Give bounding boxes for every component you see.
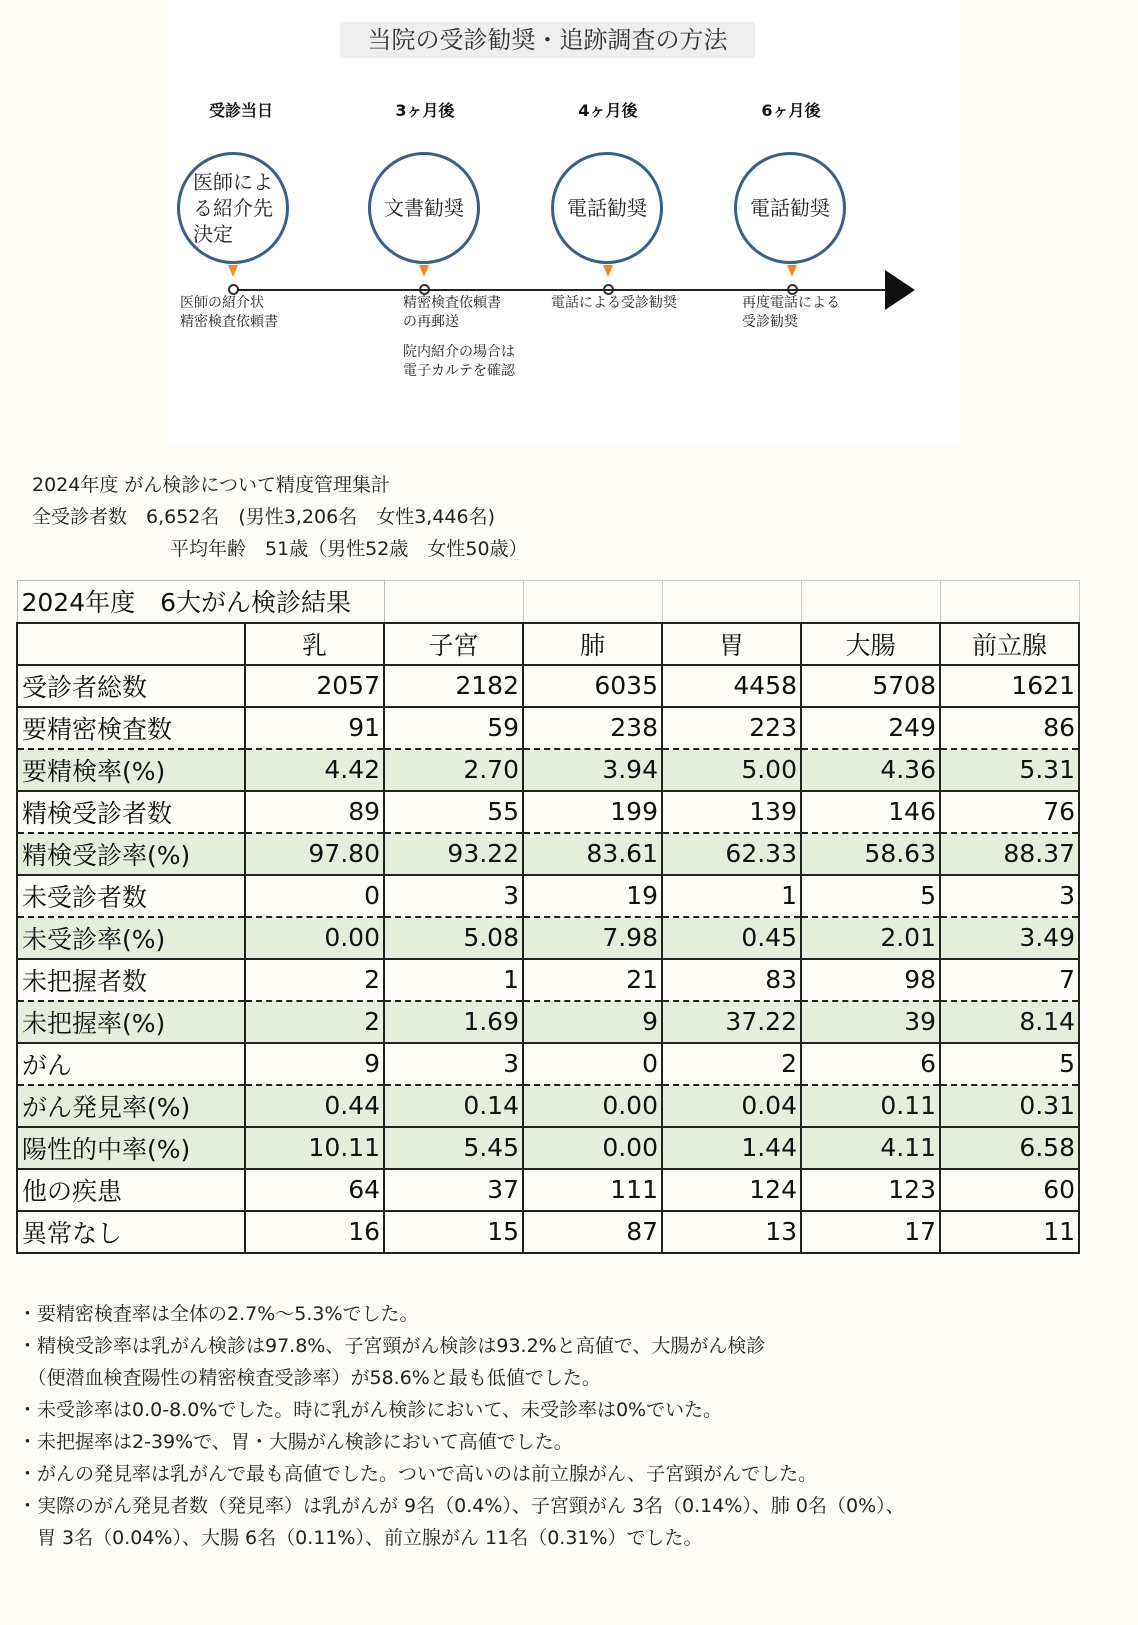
table-cell: 5.31 [940,749,1079,791]
table-cell: 2182 [384,665,523,707]
table-cell: 5 [801,875,940,917]
table-cell: 93.22 [384,833,523,875]
row-label: 陽性的中率(%) [17,1127,245,1169]
table-cell: 7.98 [523,917,662,959]
table-cell: 37 [384,1169,523,1211]
table-cell: 3 [940,875,1079,917]
table-cell: 0.00 [245,917,384,959]
table-cell: 3.94 [523,749,662,791]
note-line: ・がんの発見率は乳がんで最も高値でした。ついで高いのは前立腺がん、子宮頸がんでした。 [18,1463,818,1485]
note-line: ・未把握率は2-39%で、胃・大腸がん検診において高値でした。 [18,1431,573,1453]
table-cell: 39 [801,1001,940,1043]
table-cell: 15 [384,1211,523,1253]
row-label: 未受診者数 [17,875,245,917]
table-row [17,665,1079,707]
table-cell: 0.04 [662,1085,801,1127]
table-cell: 111 [523,1169,662,1211]
stage-label-day0: 受診当日 [208,101,273,120]
stage-circle-day0: 医師によ る紹介先 決定 [177,152,289,264]
stage-note-6m: 再度電話による 受診勧奨 [742,295,840,330]
stage-note-day0: 医師の紹介状 精密検査依頼書 [180,295,278,330]
table-row [17,1043,1079,1085]
row-label: 要精検率(%) [17,749,245,791]
table-cell: 3.49 [940,917,1079,959]
row-label: 精検受診率(%) [17,833,245,875]
table-cell: 2 [662,1043,801,1085]
table-row [17,1211,1079,1253]
column-header: 肺 [523,623,662,665]
stage-label-6m: 6ヶ月後 [761,101,821,120]
table-cell: 6 [801,1043,940,1085]
diagram-title: 当院の受診勧奨・追跡調査の方法 [340,22,755,58]
table-row [17,1085,1079,1127]
table-row [17,1001,1079,1043]
table-cell: 83 [662,959,801,1001]
table-cell: 4.11 [801,1127,940,1169]
table-cell: 7 [940,959,1079,1001]
stage-label-4m: 4ヶ月後 [578,101,638,120]
note-line: ・実際のがん発見者数（発見率）は乳がんが 9名（0.4%）、子宮頸がん 3名（0.14%）、肺 0名（0%）、 [18,1495,905,1517]
table-cell: 0 [245,875,384,917]
table-cell: 4458 [662,665,801,707]
table-cell: 59 [384,707,523,749]
table-cell: 58.63 [801,833,940,875]
arrow-right-icon [885,270,915,310]
table-cell: 0.14 [384,1085,523,1127]
table-cell: 9 [523,1001,662,1043]
table-cell: 1621 [940,665,1079,707]
table-row [17,875,1079,917]
results-table [16,580,1080,1254]
table-cell: 223 [662,707,801,749]
row-label: 精検受診者数 [17,791,245,833]
table-cell: 11 [940,1211,1079,1253]
table-cell: 1.69 [384,1001,523,1043]
row-label: 異常なし [17,1211,245,1253]
table-cell: 3 [384,1043,523,1085]
table-row [17,749,1079,791]
timeline-line [237,289,887,291]
row-label: 要精密検査数 [17,707,245,749]
pointer-icon [228,265,238,277]
follow-up-diagram [165,0,960,445]
stage-circle-6m: 電話勧奨 [734,152,846,264]
table-cell: 6.58 [940,1127,1079,1169]
table-cell: 16 [245,1211,384,1253]
stage-circle-4m: 電話勧奨 [551,152,663,264]
table-title: 2024年度 6大がん検診結果 [17,581,384,623]
table-cell: 1.44 [662,1127,801,1169]
findings-notes [18,1298,1128,1554]
table-cell: 10.11 [245,1127,384,1169]
table-cell: 37.22 [662,1001,801,1043]
table-cell: 13 [662,1211,801,1253]
stage-circle-3m: 文書勧奨 [368,152,480,264]
table-cell: 3 [384,875,523,917]
table-cell: 0.00 [523,1085,662,1127]
table-cell: 98 [801,959,940,1001]
table-cell: 5708 [801,665,940,707]
table-cell: 19 [523,875,662,917]
table-cell: 83.61 [523,833,662,875]
table-cell: 4.36 [801,749,940,791]
table-cell: 91 [245,707,384,749]
table-cell: 86 [940,707,1079,749]
table-cell: 0 [523,1043,662,1085]
summary-average-age: 平均年齢 51歳（男性52歳 女性50歳） [170,538,528,560]
table-cell: 60 [940,1169,1079,1211]
pointer-icon [419,265,429,277]
table-row [17,917,1079,959]
table-cell: 0.11 [801,1085,940,1127]
stage-label-3m: 3ヶ月後 [395,101,455,120]
table-cell: 249 [801,707,940,749]
table-cell: 4.42 [245,749,384,791]
table-cell: 2 [245,1001,384,1043]
table-cell: 2057 [245,665,384,707]
stage-note-3m-internal: 院内紹介の場合は 電子カルテを確認 [403,344,515,379]
table-cell: 88.37 [940,833,1079,875]
summary-total-examinees: 全受診者数 6,652名 (男性3,206名 女性3,446名) [32,506,496,528]
row-label: 未受診率(%) [17,917,245,959]
table-cell: 123 [801,1169,940,1211]
table-cell: 6035 [523,665,662,707]
table-cell: 146 [801,791,940,833]
row-label: がん [17,1043,245,1085]
table-cell: 0.44 [245,1085,384,1127]
stage-note-4m: 電話による受診勧奨 [551,295,677,311]
column-header: 子宮 [384,623,523,665]
table-cell: 139 [662,791,801,833]
table-cell: 76 [940,791,1079,833]
column-header: 胃 [662,623,801,665]
table-cell: 0.45 [662,917,801,959]
table-cell: 5.08 [384,917,523,959]
table-cell: 2 [245,959,384,1001]
table-row [17,707,1079,749]
table-cell: 0.31 [940,1085,1079,1127]
note-line: 胃 3名（0.04%）、大腸 6名（0.11%）、前立腺がん 11名（0.31%）でした。 [18,1527,703,1549]
table-cell: 62.33 [662,833,801,875]
column-header: 前立腺 [940,623,1079,665]
row-label: がん発見率(%) [17,1085,245,1127]
table-cell: 8.14 [940,1001,1079,1043]
row-label: 受診者総数 [17,665,245,707]
table-title-row [17,581,1079,623]
table-cell: 5 [940,1043,1079,1085]
row-label: 他の疾患 [17,1169,245,1211]
pointer-icon [603,265,613,277]
table-cell: 55 [384,791,523,833]
table-cell: 124 [662,1169,801,1211]
pointer-icon [787,265,797,277]
row-label: 未把握者数 [17,959,245,1001]
column-header: 乳 [245,623,384,665]
table-cell: 17 [801,1211,940,1253]
table-cell: 97.80 [245,833,384,875]
table-cell: 89 [245,791,384,833]
table-cell: 199 [523,791,662,833]
table-cell: 5.45 [384,1127,523,1169]
table-row [17,1169,1079,1211]
table-cell: 2.01 [801,917,940,959]
row-label: 未把握率(%) [17,1001,245,1043]
table-cell: 238 [523,707,662,749]
table-cell: 2.70 [384,749,523,791]
note-line: （便潜血検査陽性の精密検査受診率）が58.6%と最も低値でした。 [18,1367,601,1389]
table-row [17,791,1079,833]
table-row [17,959,1079,1001]
column-header: 大腸 [801,623,940,665]
note-line: ・精検受診率は乳がん検診は97.8%、子宮頸がん検診は93.2%と高値で、大腸がん検診 [18,1335,766,1357]
note-line: ・要精密検査率は全体の2.7%～5.3%でした。 [18,1303,419,1325]
summary-heading: 2024年度 がん検診について精度管理集計 [32,474,391,496]
table-row [17,1127,1079,1169]
table-cell: 0.00 [523,1127,662,1169]
table-row [17,833,1079,875]
table-cell: 64 [245,1169,384,1211]
note-line: ・未受診率は0.0-8.0%でした。時に乳がん検診において、未受診率は0%でいた。 [18,1399,723,1421]
table-cell: 87 [523,1211,662,1253]
table-cell: 1 [384,959,523,1001]
table-cell: 5.00 [662,749,801,791]
table-cell: 9 [245,1043,384,1085]
table-cell: 1 [662,875,801,917]
table-header-row [17,623,1079,665]
stage-note-3m: 精密検査依頼書 の再郵送 [403,295,501,330]
table-cell: 21 [523,959,662,1001]
